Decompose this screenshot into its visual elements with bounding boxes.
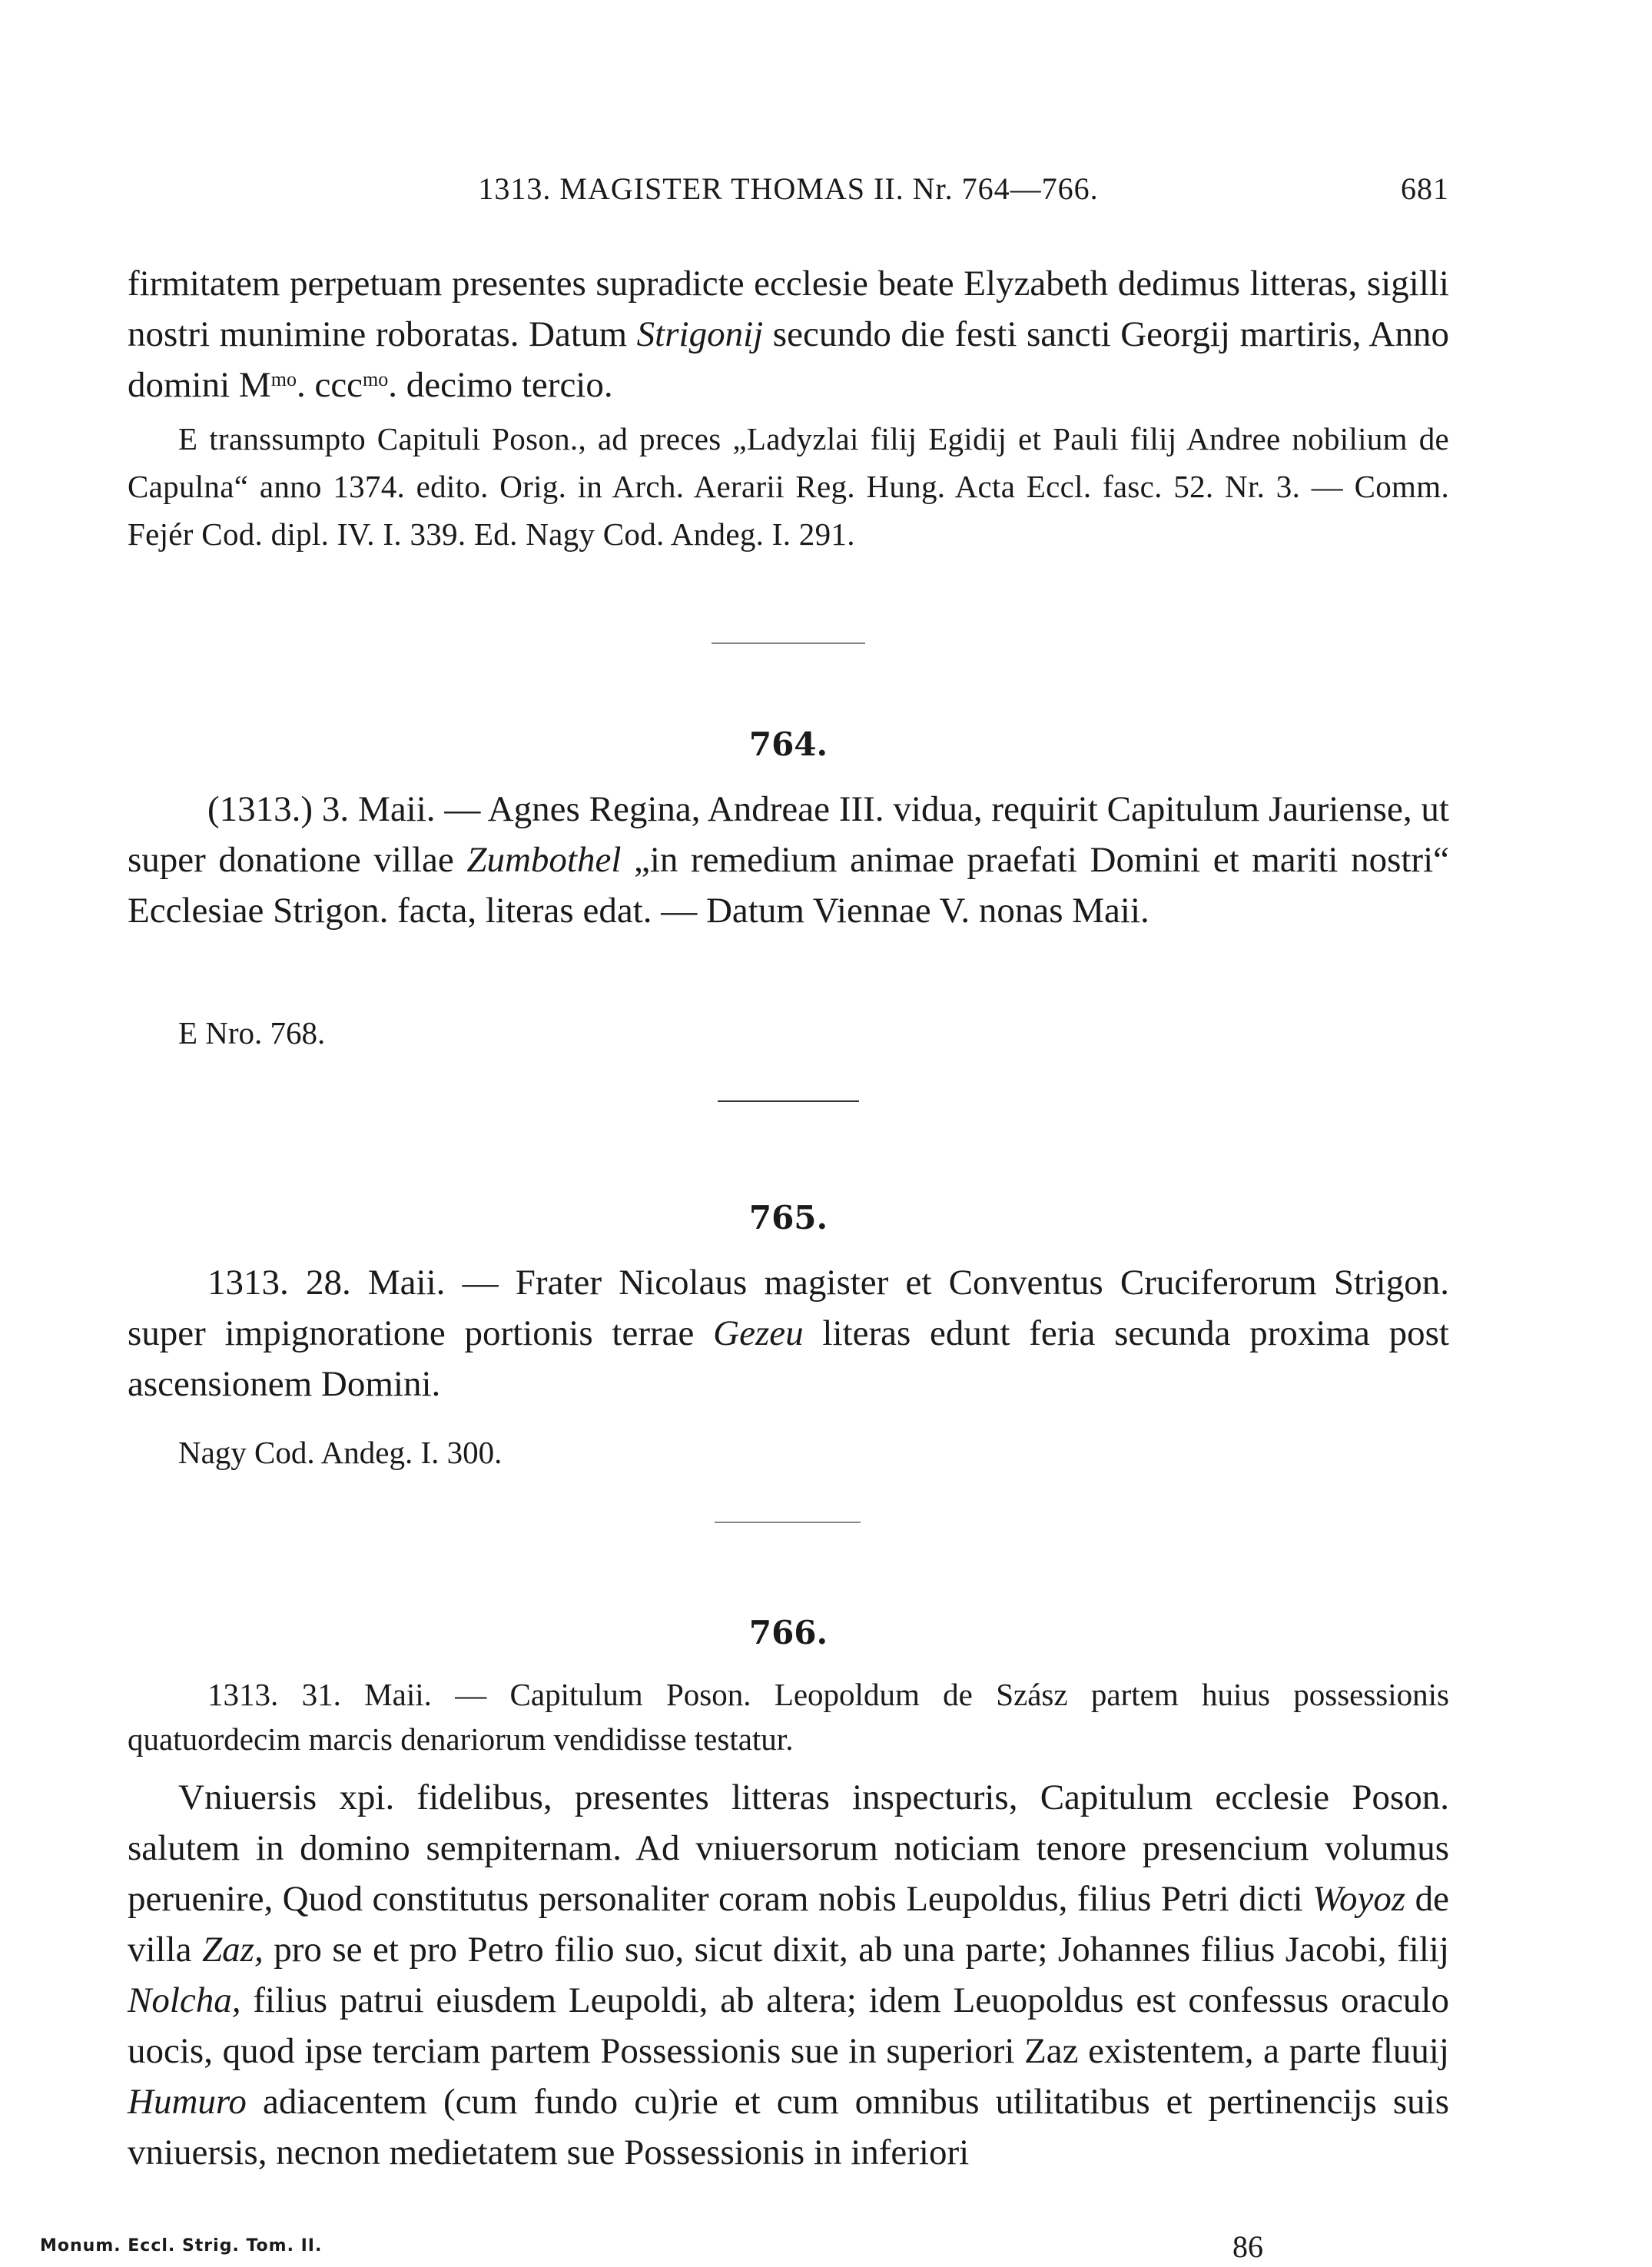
- text-segment: firmitatem perpetuam presentes supradicte ecclesie beate Elyzabeth dedimus litteras, sigilli nostri munimine roboratas. Datum: [128, 264, 1449, 354]
- charter-text-766: [128, 1772, 1449, 2178]
- previous-document-source-note: E transsumpto Capituli Poson., ad preces „Ladyzlai filij Egidij et Pauli filij Andree nobilium de Capulna“ anno 1374. edito. Orig. in Arch. Aerarii Reg. Hung. Acta Eccl. fasc. 52. Nr. 3. — Comm. Fejér Cod. dipl. IV. I. 339. Ed. Nagy Cod. Andeg. I. 291.: [128, 421, 1449, 552]
- document-number-764: 764.: [748, 725, 828, 763]
- page-number: 681: [1401, 171, 1449, 206]
- signature-number: 86: [1232, 2229, 1263, 2264]
- river-name: Humuro: [128, 2082, 247, 2122]
- regest-764: [128, 784, 1449, 936]
- place-name: Gezeu: [713, 1313, 804, 1353]
- document-number-765: 765.: [748, 1199, 828, 1236]
- place-name: Zumbothel: [466, 840, 622, 880]
- separator-rule: [712, 642, 865, 644]
- text-segment: filius patrui eiusdem Leupoldi, ab altera; idem Leuopoldus est confessus oraculo uocis, quod ipse terciam partem Possessionis sue in superiori Zaz existentem, a parte fluuij: [128, 1980, 1449, 2071]
- regest-766: 1313. 31. Maii. — Capitulum Poson. Leopoldum de Szász partem huius possessionis quatuordecim marcis denariorum vendidisse testatur.: [128, 1677, 1449, 1757]
- personal-name: Nolcha,: [128, 1980, 241, 2020]
- place-name: Strigonij: [636, 314, 764, 354]
- printer-signature: Monum. Eccl. Strig. Tom. II.: [40, 2236, 323, 2255]
- running-head-title: 1313. MAGISTER THOMAS II. Nr. 764—766.: [478, 171, 1099, 206]
- text-segment: (1313.) 3. Maii. — Agnes Regina, Andreae III. vidua, requirit Capitulum Jauriense, ut super donatione villae: [128, 789, 1449, 880]
- separator-rule: [715, 1522, 861, 1523]
- text-segment: secundo die festi sancti Georgij martiris, Anno domini M: [128, 314, 1449, 405]
- place-name: Zaz,: [202, 1930, 264, 1970]
- text-segment: Vniuersis xpi. fidelibus, presentes litteras inspecturis, Capitulum ecclesie Poson. salutem in domino sempiternam. Ad vniuersorum noticiam tenore presencium volumus peruenire, Quod constitutus personaliter coram nobis Leupoldus, filius Petri dicti: [128, 1777, 1449, 1919]
- text-segment: 1313. 28. Maii. — Frater Nicolaus magister et Conventus Cruciferorum Strigon. super impignoratione portionis terrae: [128, 1263, 1449, 1353]
- document-number-766: 766.: [748, 1614, 828, 1651]
- previous-document-ending: [128, 258, 1449, 410]
- superscript: mo: [270, 368, 297, 390]
- page-footer: [40, 2229, 1315, 2267]
- regest-765: [128, 1257, 1449, 1409]
- text-segment: literas edunt feria secunda proxima post ascensionem Domini.: [128, 1313, 1449, 1404]
- text-segment: . ccc: [296, 365, 363, 405]
- source-764: E Nro. 768.: [178, 1015, 326, 1051]
- running-head: [128, 171, 1449, 209]
- superscript: mo: [363, 368, 389, 390]
- text-segment: pro se et pro Petro filio suo, sicut dixit, ab una parte; Johannes filius Jacobi, filij: [263, 1930, 1449, 1970]
- text-segment: . decimo tercio.: [388, 365, 613, 405]
- text-segment: adiacentem (cum fundo cu)rie et cum omnibus utilitatibus et pertinencijs suis vniuersis, necnon medietatem sue Possessionis in inferiori: [128, 2082, 1449, 2172]
- text-segment: „in remedium animae praefati Domini et mariti nostri“ Ecclesiae Strigon. facta, literas edat. — Datum Viennae V. nonas Maii.: [128, 840, 1449, 931]
- personal-name: Woyoz: [1312, 1879, 1406, 1919]
- separator-rule: [718, 1100, 859, 1102]
- text-segment: de villa: [128, 1879, 1449, 1970]
- source-765: Nagy Cod. Andeg. I. 300.: [178, 1435, 503, 1470]
- page: [128, 0, 1449, 2267]
